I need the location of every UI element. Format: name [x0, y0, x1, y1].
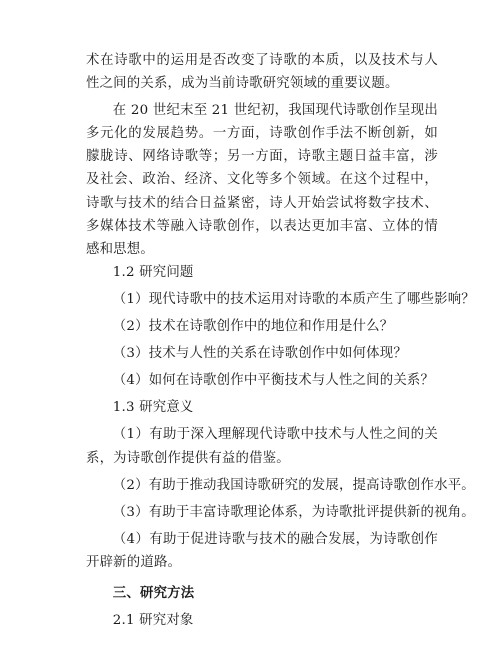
question-item-4: （4）如何在诗歌创作中平衡技术与人性之间的关系？ — [112, 373, 435, 389]
significance-item-1: （1）有助于深入理解现代诗歌中技术与人性之间的关系，为诗歌创作提供有益的借鉴。 — [86, 427, 438, 466]
section-3-heading: 三、研究方法 — [112, 584, 195, 601]
question-item-1: （1）现代诗歌中的技术运用对诗歌的本质产生了哪些影响？ — [112, 291, 475, 307]
significance-item-3: （3）有助于丰富诗歌理论体系，为诗歌批评提供新的视角。 — [112, 504, 475, 520]
section-1-3-heading: 1.3 研究意义 — [112, 400, 194, 416]
background-paragraph: 在 20 世纪末至 21 世纪初，我国现代诗歌创作呈现出多元化的发展趋势。一方面，诗歌创作手法不断创新，如朦胧诗、网络诗歌等；另一方面，诗歌主题日益丰富，涉及社会、政治、经济、文化等多个领域。在这个过程中，诗歌与技术的结合日益紧密，诗人开始尝试将数字技术、多媒体技术等融入诗歌创作，以表达更加丰富、立体的情感和思想。 — [86, 103, 438, 257]
section-2-1-heading: 2.1 研究对象 — [112, 613, 194, 629]
significance-item-2: （2）有助于推动我国诗歌研究的发展，提高诗歌创作水平。 — [112, 477, 475, 493]
intro-continued-paragraph: 术在诗歌中的运用是否改变了诗歌的本质，以及技术与人性之间的关系，成为当前诗歌研究领域的重要议题。 — [86, 53, 438, 92]
significance-item-4: （4）有助于促进诗歌与技术的融合发展，为诗歌创作开辟新的道路。 — [86, 531, 438, 570]
question-item-3: （3）技术与人性的关系在诗歌创作中如何体现？ — [112, 346, 407, 362]
section-1-2-heading: 1.2 研究问题 — [112, 264, 194, 280]
question-item-2: （2）技术在诗歌创作中的地位和作用是什么？ — [112, 319, 394, 335]
